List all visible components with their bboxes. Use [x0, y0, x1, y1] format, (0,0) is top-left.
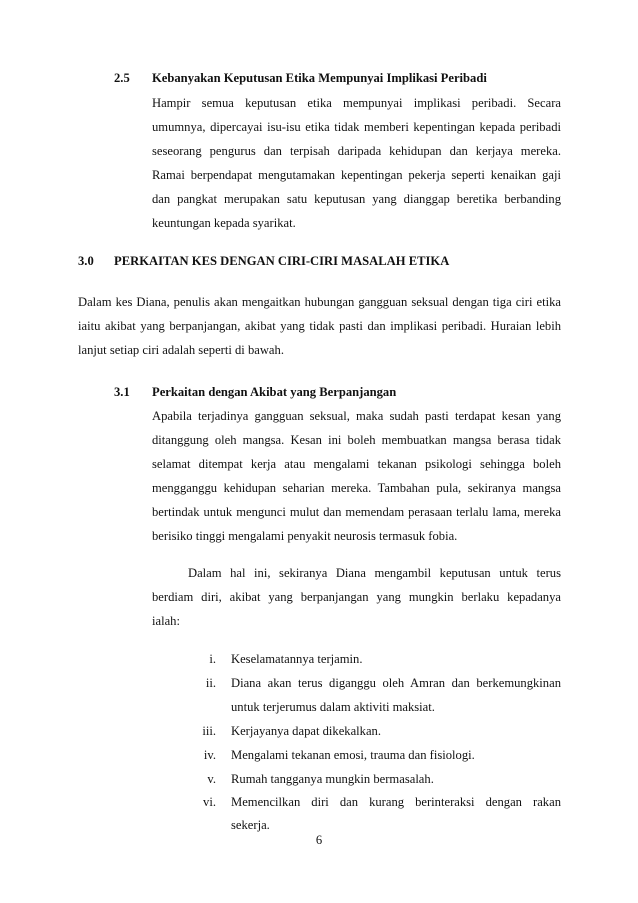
text-line: berisiko tinggi mengalami penyakit neurosis termasuk fobia.	[152, 529, 458, 543]
list-item-number: iii.	[202, 724, 216, 738]
section-3-0-title: PERKAITAN KES DENGAN CIRI-CIRI MASALAH ETIKA	[114, 254, 450, 268]
section-2-5-number: 2.5	[114, 71, 130, 85]
text-line: Hampir semua keputusan etika mempunyai implikasi peribadi. Secara	[152, 96, 561, 110]
list-item-continuation: untuk terjerumus dalam aktiviti maksiat.	[231, 700, 435, 714]
section-3-1-title: Perkaitan dengan Akibat yang Berpanjangan	[152, 385, 397, 399]
text-line: keuntungan kepada syarikat.	[152, 216, 296, 230]
section-2-5-title: Kebanyakan Keputusan Etika Mempunyai Implikasi Peribadi	[152, 71, 487, 85]
consequence-list	[0, 652, 638, 832]
list-item: Memencilkan diri dan kurang berinteraksi dengan rakan	[231, 795, 561, 809]
text-line: Dalam hal ini, sekiranya Diana mengambil keputusan untuk terus	[188, 566, 561, 580]
list-item-number: v.	[207, 772, 216, 786]
list-item-number: iv.	[203, 748, 216, 762]
list-item: Keselamatannya terjamin.	[231, 652, 363, 666]
list-item: Rumah tangganya mungkin bermasalah.	[231, 772, 434, 786]
text-line: ialah:	[152, 614, 180, 628]
text-line: iaitu akibat yang berpanjangan, akibat yang tidak pasti dan implikasi peribadi. Huraian lebih	[78, 319, 561, 333]
text-line: seseorang pengurus dan terpisah daripada kehidupan dan kerjaya mereka.	[152, 144, 561, 158]
list-item-number: i.	[209, 652, 216, 666]
list-item-number: vi.	[203, 795, 216, 809]
text-line: Dalam kes Diana, penulis akan mengaitkan hubungan gangguan seksual dengan tiga ciri etika	[78, 295, 561, 309]
text-line: mengganggu kehidupan seharian mereka. Tambahan pula, sekiranya mangsa	[152, 481, 561, 495]
text-line: Ramai berpendapat mengutamakan kepentingan pekerja seperti kenaikan gaji	[152, 168, 561, 182]
text-line: lanjut setiap ciri adalah seperti di bawah.	[78, 343, 284, 357]
text-line: umumnya, dipercayai isu-isu etika tidak memberi kepentingan kepada peribadi	[152, 120, 561, 134]
text-line: bertindak untuk mengunci mulut dan memendam perasaan terlalu lama, mereka	[152, 505, 561, 519]
list-item-number: ii.	[205, 676, 216, 690]
section-3-1-number: 3.1	[114, 385, 130, 399]
section-3-0-number: 3.0	[78, 254, 94, 268]
list-item: Diana akan terus diganggu oleh Amran dan berkemungkinan	[231, 676, 561, 690]
text-line: Apabila terjadinya gangguan seksual, maka sudah pasti terdapat kesan yang	[152, 409, 561, 423]
text-line: selamat ditempat kerja atau mengalami tekanan psikologi sehingga boleh	[152, 457, 561, 471]
list-item-continuation: sekerja.	[231, 818, 270, 832]
page-number: 6	[315, 833, 323, 847]
text-line: dan pangkat merupakan satu keputusan yang dianggap beretika berbanding	[152, 192, 561, 206]
text-line: berdiam diri, akibat yang berpanjangan yang mungkin berlaku kepadanya	[152, 590, 561, 604]
text-line: ditanggung oleh mangsa. Kesan ini boleh membuatkan mangsa berasa tidak	[152, 433, 561, 447]
list-item: Kerjayanya dapat dikekalkan.	[231, 724, 382, 738]
list-item: Mengalami tekanan emosi, trauma dan fisiologi.	[231, 748, 475, 762]
